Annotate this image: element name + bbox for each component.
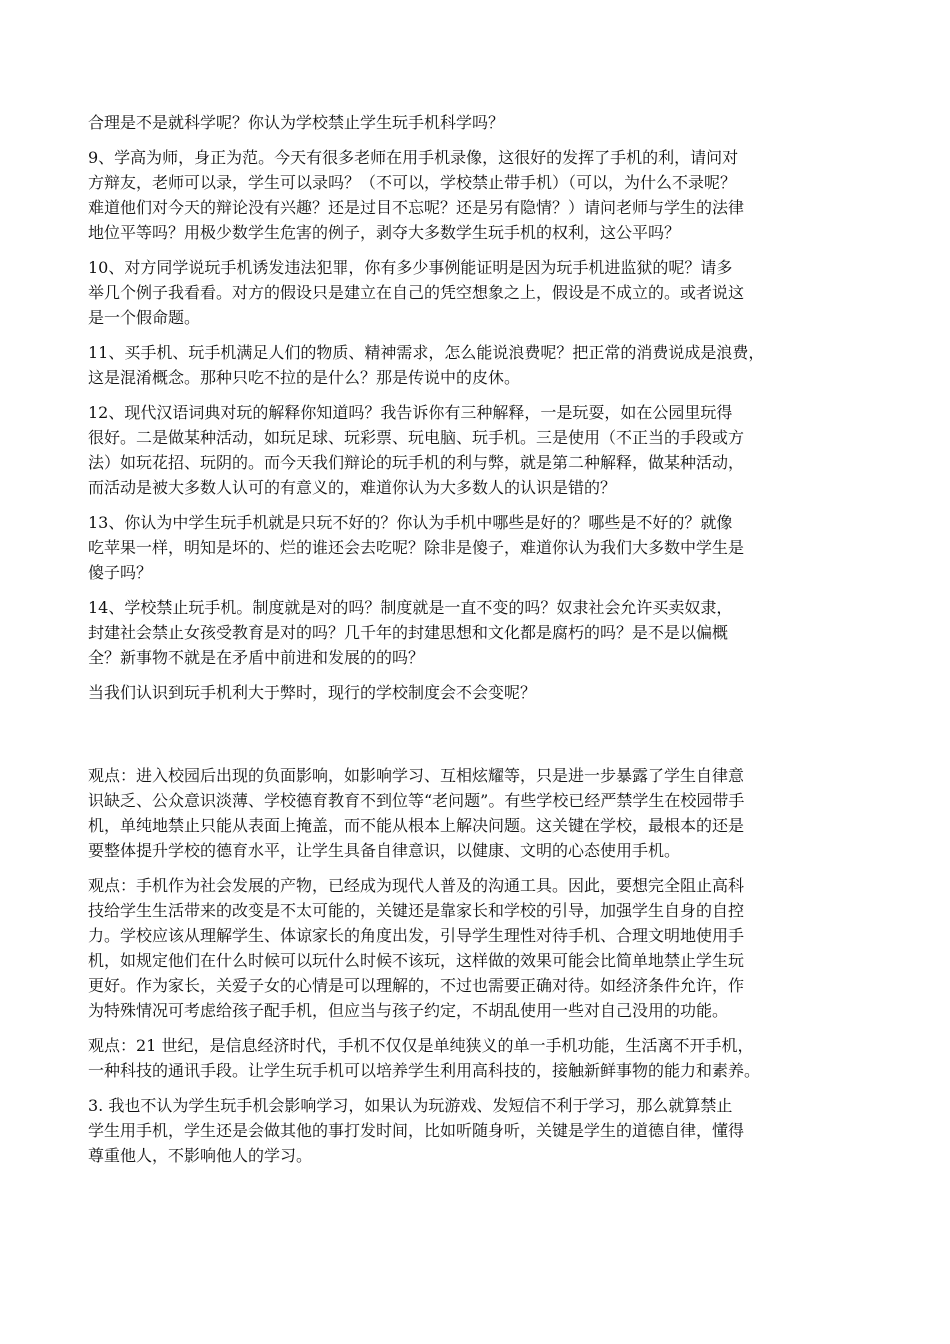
paragraph <box>88 145 872 245</box>
paragraph-line: 而活动是被大多数人认可的有意义的，难道你认为大多数人的认识是错的？ <box>88 478 617 497</box>
paragraph-line: 12、现代汉语词典对玩的解释你知道吗？我告诉你有三种解释，一是玩耍，如在公园里玩得 <box>88 403 733 422</box>
document-page <box>88 110 872 1178</box>
paragraph-line: 要整体提升学校的德育水平，让学生具备自律意识，以健康、文明的心态使用手机。 <box>88 841 681 860</box>
paragraph-line: 11、买手机、玩手机满足人们的物质、精神需求，怎么能说浪费呢？把正常的消费说成是浪费， <box>88 343 765 362</box>
paragraph <box>88 595 872 670</box>
paragraph-line: 技给学生生活带来的改变是不太可能的，关键还是靠家长和学校的引导，加强学生自身的自控 <box>88 901 745 920</box>
paragraph-line: 13、你认为中学生玩手机就是只玩不好的？你认为手机中哪些是好的？哪些是不好的？就像 <box>88 513 733 532</box>
paragraph <box>88 340 872 390</box>
paragraph-line: 当我们认识到玩手机利大于弊时，现行的学校制度会不会变呢？ <box>88 683 537 702</box>
paragraph-line: 机，单纯地禁止只能从表面上掩盖，而不能从根本上解决问题。这关键在学校，最根本的还是 <box>88 816 745 835</box>
paragraph-line: 14、学校禁止玩手机。制度就是对的吗？制度就是一直不变的吗？奴隶社会允许买卖奴隶， <box>88 598 733 617</box>
paragraph <box>88 1093 872 1168</box>
paragraph-line: 10、对方同学说玩手机诱发违法犯罪，你有多少事例能证明是因为玩手机进监狱的呢？请多 <box>88 258 733 277</box>
paragraph-line: 地位平等吗？用极少数学生危害的例子，剥夺大多数学生玩手机的权利，这公平吗？ <box>88 223 681 242</box>
paragraph-line: 这是混淆概念。那种只吃不拉的是什么？那是传说中的皮休。 <box>88 368 521 387</box>
paragraph-line: 傻子吗？ <box>88 563 153 582</box>
paragraph <box>88 110 872 135</box>
paragraph-line: 观点：进入校园后出现的负面影响，如影响学习、互相炫耀等，只是进一步暴露了学生自律意 <box>88 766 745 785</box>
paragraph-line: 一种科技的通讯手段。让学生玩手机可以培养学生利用高科技的，接触新鲜事物的能力和素养。 <box>88 1061 761 1080</box>
paragraph-line: 法）如玩花招、玩阴的。而今天我们辩论的玩手机的利与弊，就是第二种解释，做某种活动， <box>88 453 745 472</box>
paragraph <box>88 1033 872 1083</box>
paragraph-line: 合理是不是就科学呢？你认为学校禁止学生玩手机科学吗？ <box>88 113 505 132</box>
paragraph-line: 识缺乏、公众意识淡薄、学校德育教育不到位等“老问题”。有些学校已经严禁学生在校园带手 <box>88 791 745 810</box>
paragraph <box>88 255 872 330</box>
paragraph-line: 3. 我也不认为学生玩手机会影响学习，如果认为玩游戏、发短信不利于学习，那么就算禁止 <box>88 1096 733 1115</box>
document-section-debate-points <box>88 110 872 705</box>
paragraph-line: 举几个例子我看看。对方的假设只是建立在自己的凭空想象之上，假设是不成立的。或者说这 <box>88 283 745 302</box>
paragraph-line: 很好。二是做某种活动，如玩足球、玩彩票、玩电脑、玩手机。三是使用（不正当的手段或方 <box>88 428 745 447</box>
document-section-viewpoints <box>88 763 872 1168</box>
paragraph-line: 9、学高为师，身正为范。今天有很多老师在用手机录像，这很好的发挥了手机的利，请问对 <box>88 148 739 167</box>
paragraph-line: 尊重他人，不影响他人的学习。 <box>88 1146 313 1165</box>
paragraph-line: 全？新事物不就是在矛盾中前进和发展的的吗？ <box>88 648 425 667</box>
paragraph-line: 力。学校应该从理解学生、体谅家长的角度出发，引导学生理性对待手机、合理文明地使用手 <box>88 926 745 945</box>
paragraph <box>88 680 872 705</box>
paragraph-line: 观点：手机作为社会发展的产物，已经成为现代人普及的沟通工具。因此，要想完全阻止高科 <box>88 876 745 895</box>
paragraph-line: 封建社会禁止女孩受教育是对的吗？几千年的封建思想和文化都是腐朽的吗？是不是以偏概 <box>88 623 729 642</box>
paragraph-line: 方辩友，老师可以录，学生可以录吗？（不可以，学校禁止带手机）（可以，为什么不录呢？ <box>88 173 737 192</box>
paragraph <box>88 763 872 863</box>
section-gap <box>88 715 872 763</box>
paragraph <box>88 400 872 500</box>
paragraph-line: 吃苹果一样，明知是坏的、烂的谁还会去吃呢？除非是傻子，难道你认为我们大多数中学生是 <box>88 538 745 557</box>
paragraph <box>88 873 872 1023</box>
paragraph-line: 更好。作为家长，关爱子女的心情是可以理解的，不过也需要正确对待。如经济条件允许，作 <box>88 976 745 995</box>
paragraph <box>88 510 872 585</box>
paragraph-line: 是一个假命题。 <box>88 308 201 327</box>
paragraph-line: 为特殊情况可考虑给孩子配手机，但应当与孩子约定，不胡乱使用一些对自己没用的功能。 <box>88 1001 729 1020</box>
paragraph-line: 学生用手机，学生还是会做其他的事打发时间，比如听随身听，关键是学生的道德自律，懂得 <box>88 1121 745 1140</box>
paragraph-line: 机，如规定他们在什么时候可以玩什么时候不该玩，这样做的效果可能会比简单地禁止学生玩 <box>88 951 745 970</box>
paragraph-line: 观点：21 世纪，是信息经济时代，手机不仅仅是单纯狭义的单一手机功能，生活离不开手机， <box>88 1036 754 1055</box>
paragraph-line: 难道他们对今天的辩论没有兴趣？还是过目不忘呢？还是另有隐情？）请问老师与学生的法律 <box>88 198 745 217</box>
